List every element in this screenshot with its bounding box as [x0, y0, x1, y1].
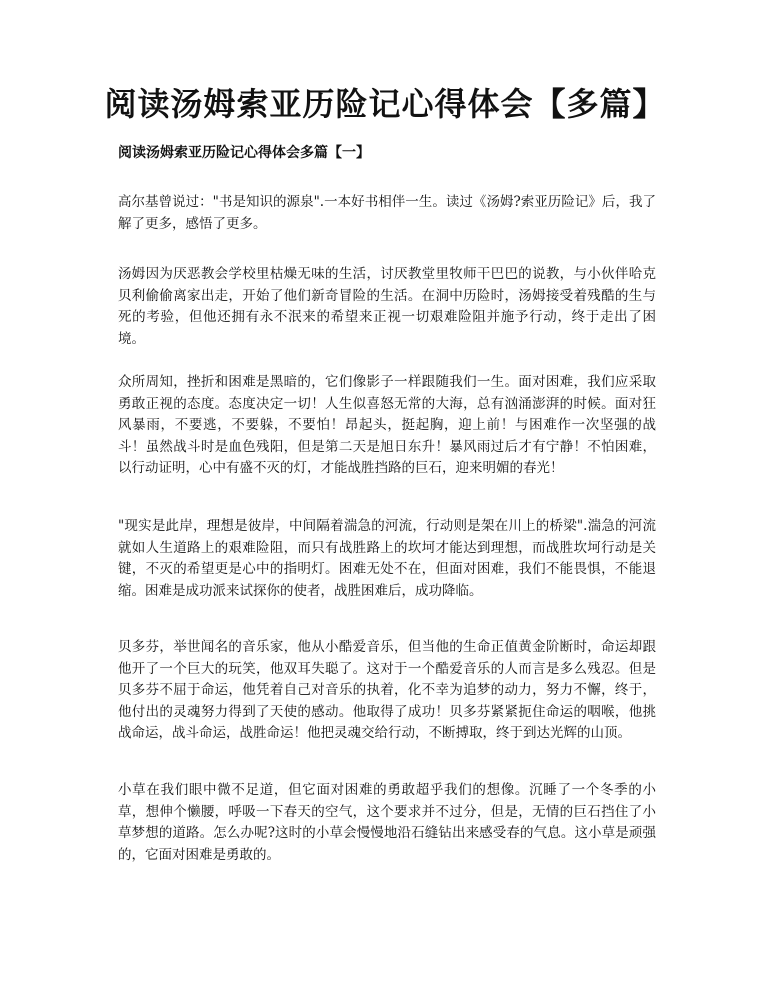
paragraph-3: 众所周知，挫折和困难是黑暗的，它们像影子一样跟随我们一生。面对困难，我们应采取勇敢正视的态度。态度决定一切！人生似喜怒无常的大海，总有汹涌澎湃的时候。面对狂风暴雨，不要逃，不要躲，不要怕！昂起头，挺起胸，迎上前！与困难作一次坚强的战斗！虽然战斗时是血色残阳，但是第二天是旭日东升！暴风雨过后才有宁静！不怕困难，以行动证明，心中有盛不灭的灯，才能战胜挡路的巨石，迎来明媚的春光！ — [118, 374, 656, 476]
paragraph-1: 高尔基曾说过："书是知识的源泉".一本好书相伴一生。读过《汤姆?索亚历险记》后，我了解了更多，感悟了更多。 — [118, 194, 656, 232]
paragraph-4: "现实是此岸，理想是彼岸，中间隔着湍急的河流，行动则是架在川上的桥梁".湍急的河流就如人生道路上的艰难险阻，而只有战胜路上的坎坷才能达到理想，而战胜坎坷行动是关键，不灭的希望更是心中的指明灯。困难无处不在，但面对困难，我们不能畏惧，不能退缩。困难是成功派来试探你的使者，战胜困难后，成功降临。 — [118, 518, 656, 599]
section-heading: 阅读汤姆索亚历险记心得体会多篇【一】 — [118, 145, 370, 161]
paragraph-2: 汤姆因为厌恶教会学校里枯燥无味的生活，讨厌教堂里牧师干巴巴的说教，与小伙伴哈克贝利偷偷离家出走，开始了他们新奇冒险的生活。在洞中历险时，汤姆接受着残酷的生与死的考验，但他还拥有永不泯来的希望来正视一切艰难险阻并施予行动，终于走出了困境。 — [118, 266, 656, 347]
paragraph-5: 贝多芬，举世闻名的音乐家，他从小酷爱音乐，但当他的生命正值黄金阶断时，命运却跟他开了一个巨大的玩笑，他双耳失聪了。这对于一个酷爱音乐的人而言是多么残忍。但是贝多芬不屈于命运，他凭着自己对音乐的执着，化不幸为追梦的动力，努力不懈，终于，他付出的灵魂努力得到了天使的感动。他取得了成功！贝多芬紧紧扼住命运的咽喉，他挑战命运，战斗命运，战胜命运！他把灵魂交给行动，不断搏取，终于到达光辉的山顶。 — [118, 639, 656, 741]
paragraph-6: 小草在我们眼中微不足道，但它面对困难的勇敢超乎我们的想像。沉睡了一个冬季的小草，想伸个懒腰，呼吸一下春天的空气，这个要求并不过分，但是，无情的巨石挡住了小草梦想的道路。怎么办呢?这时的小草会慢慢地沿石缝钻出来感受春的气息。这小草是顽强的，它面对困难是勇敢的。 — [118, 782, 656, 863]
document-title: 阅读汤姆索亚历险记心得体会【多篇】 — [104, 85, 666, 123]
